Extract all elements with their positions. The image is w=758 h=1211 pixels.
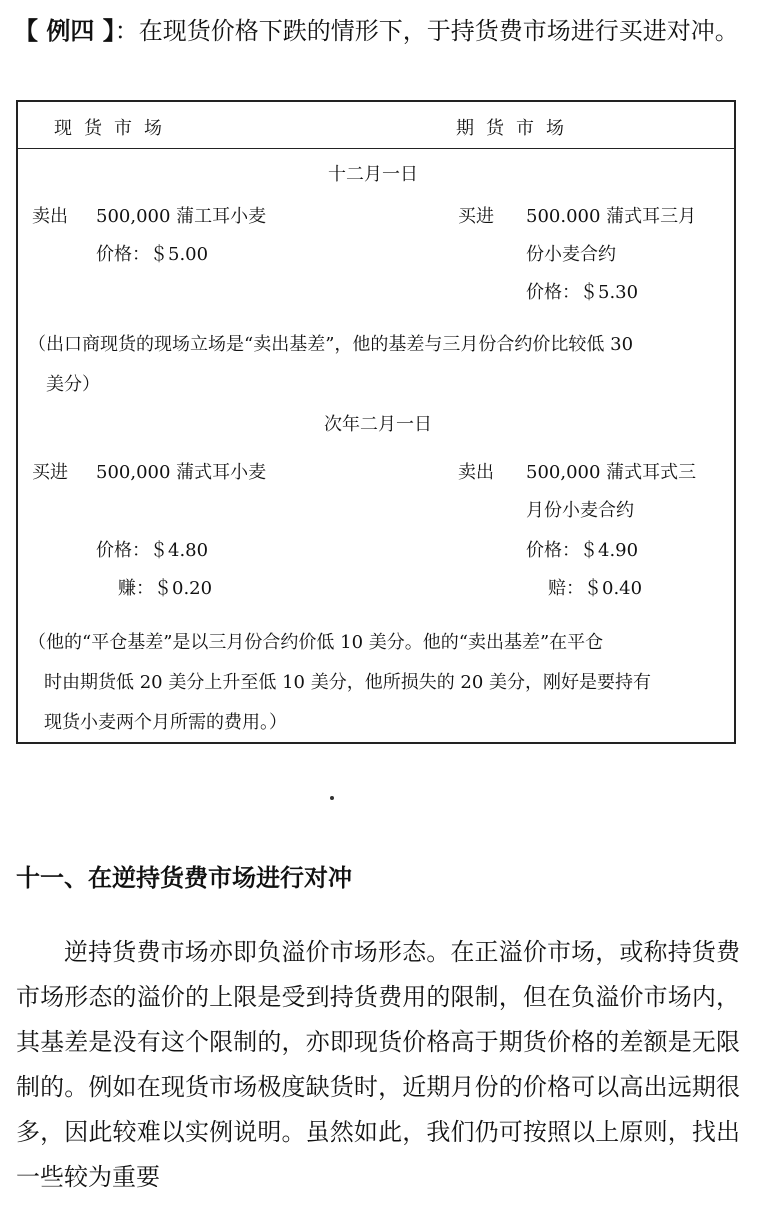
r2-futures-price: 价格：＄4.90	[526, 540, 639, 561]
r1-futures-price: 价格：＄5.30	[526, 282, 639, 303]
note2-line1: （他的“平仓基差”是以三月份合约价低 10 美分。他的“卖出基差”在平仓	[28, 632, 604, 653]
col-spot-market: 现货市场	[54, 118, 174, 139]
r1-futures-line1: 500.000 蒲式耳三月	[526, 206, 697, 227]
r2-spot-action: 买进	[32, 462, 68, 483]
r1-futures-action: 买进	[458, 206, 494, 227]
section-title: 十一、在逆持货费市场进行对冲	[16, 864, 352, 892]
r2-spot-price: 价格：＄4.80	[96, 540, 209, 561]
r1-spot-price: 价格：＄5.00	[96, 244, 209, 265]
note1-line2: 美分）	[46, 374, 100, 395]
r2-spot-desc: 500,000 蒲式耳小麦	[96, 462, 267, 483]
section-paragraph: 逆持货费市场亦即负溢价市场形态。在正溢价市场，或称持货费市场形态的溢价的上限是受到持货费用的限制，但在负溢价市场内，其基差是没有这个限制的，亦即现货价格高于期货价格的差额是无限制的。例如在现货市场极度缺货时，近期月份的价格可以高出远期很多，因此较难以实例说明。虽然如此，我们仍可按照以上原则，找出一些较为重要	[16, 938, 740, 1191]
example-intro-text: ：在现货价格下跌的情形下，于持货费市场进行买进对冲。	[114, 17, 739, 45]
col-futures-market: 期货市场	[456, 118, 576, 139]
r2-spot-gain: 赚：＄0.20	[118, 578, 213, 599]
note2-line2: 时由期货低 20 美分上升至低 10 美分，他所损失的 20 美分，刚好是要持有	[44, 672, 652, 693]
r1-futures-line2: 份小麦合约	[526, 244, 616, 265]
hedge-table	[16, 100, 736, 744]
table-header	[18, 102, 734, 149]
note1-line1: （出口商现货的现场立场是“卖出基差”，他的基差与三月份合约价比较低 30	[28, 334, 634, 355]
r1-spot-desc: 500,000 蒲工耳小麦	[96, 206, 267, 227]
example-intro	[14, 8, 744, 54]
note2-line3: 现货小麦两个月所需的费用。）	[44, 712, 287, 733]
date-dec-1: 十二月一日	[328, 164, 418, 185]
r2-futures-line2: 月份小麦合约	[526, 500, 634, 521]
r1-spot-action: 卖出	[32, 206, 68, 227]
r2-futures-loss: 赔：＄0.40	[548, 578, 643, 599]
example-tag: 【 例四 】	[14, 17, 115, 45]
r2-futures-action: 卖出	[458, 462, 494, 483]
scan-speck	[330, 796, 334, 800]
date-feb-1: 次年二月一日	[324, 414, 432, 435]
r2-futures-line1: 500,000 蒲式耳式三	[526, 462, 697, 483]
